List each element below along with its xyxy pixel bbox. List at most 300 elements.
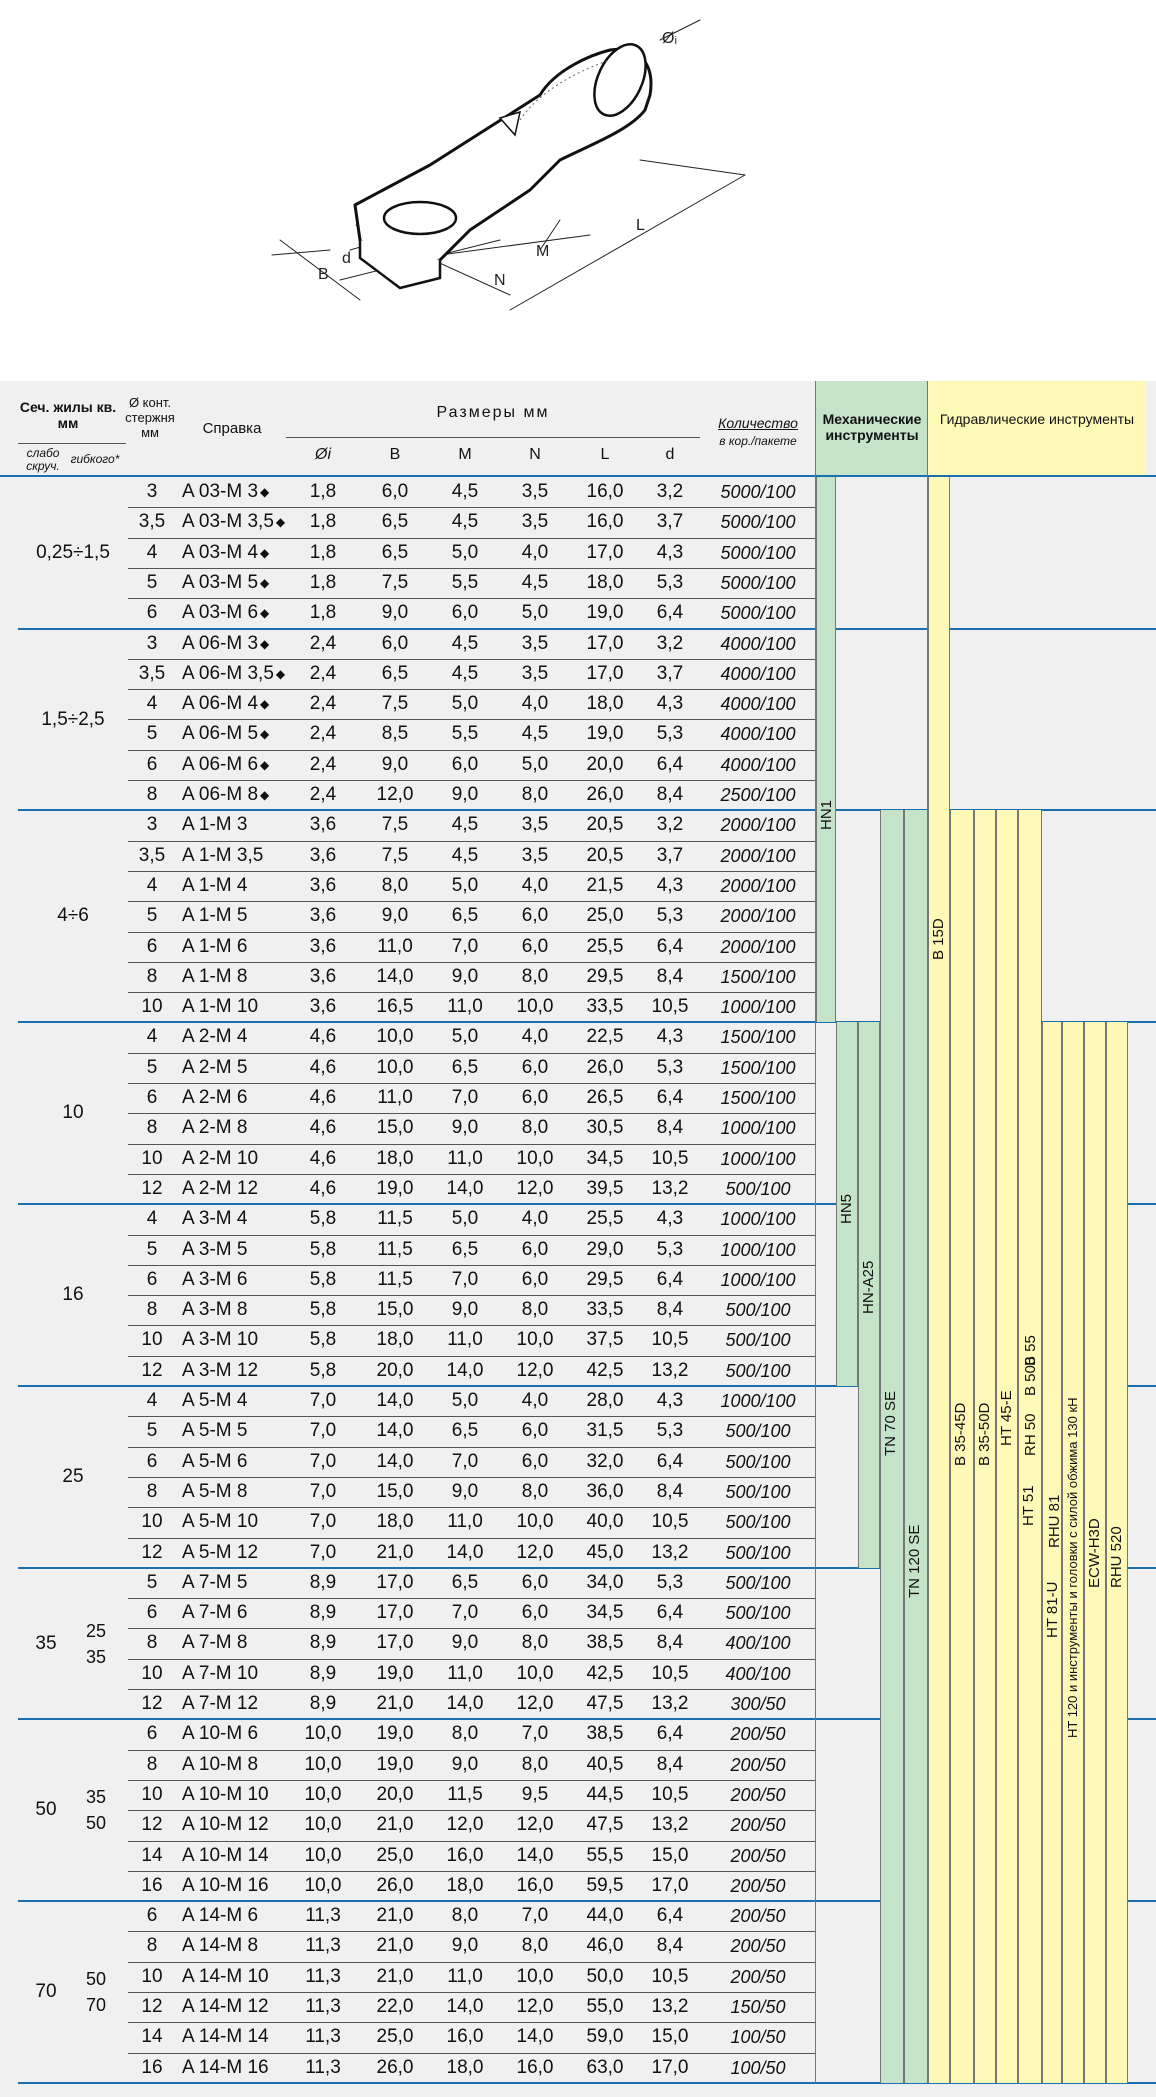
dim-d: 4,3 <box>656 541 684 563</box>
rod-diameter: 14 <box>141 1844 163 1866</box>
quantity: 1000/100 <box>720 997 796 1018</box>
header-section: Сеч. жилы кв. мм <box>19 399 117 431</box>
dim-B: 21,0 <box>376 1965 414 1987</box>
quantity: 4000/100 <box>720 633 796 654</box>
dim-B: 22,0 <box>376 1996 414 2017</box>
hyd-tool-label: HT 81-U <box>1044 1581 1061 1638</box>
dim-B: 14,0 <box>376 965 414 987</box>
dim-N: 4,0 <box>521 693 549 715</box>
reference-code: A 06-M 6 ◆ <box>182 753 270 775</box>
rod-diameter: 4 <box>146 541 158 563</box>
dim-M: 11,0 <box>447 1511 483 1533</box>
dim-label-di: Øᵢ <box>662 30 677 47</box>
dim-N: 8,0 <box>521 784 549 805</box>
dim-d: 10,5 <box>651 1662 689 1684</box>
dim-M: 4,5 <box>451 632 479 654</box>
dim-L: 16,0 <box>586 511 624 533</box>
dim-M: 9,0 <box>451 1117 479 1139</box>
dim-L: 33,5 <box>586 1299 624 1321</box>
diamond-icon: ◆ <box>275 666 286 681</box>
hyd-tool-label: B 55 <box>1022 1335 1039 1366</box>
dim-M: 9,0 <box>451 1299 479 1321</box>
dim-L: 59,5 <box>586 1874 624 1896</box>
dim-L: 59,0 <box>586 2026 624 2048</box>
dim-B: 9,0 <box>381 753 409 775</box>
dim-di: 2,4 <box>309 784 337 805</box>
rod-diameter: 12 <box>141 1541 163 1563</box>
quantity: 5000/100 <box>720 512 796 533</box>
section-value: 50 <box>35 1799 57 1821</box>
dim-M: 6,5 <box>451 905 479 927</box>
quantity: 1000/100 <box>720 1269 796 1290</box>
dim-di: 5,8 <box>309 1299 337 1321</box>
quantity: 4000/100 <box>720 694 796 715</box>
dim-L: 16,0 <box>586 481 624 502</box>
diamond-icon: ◆ <box>260 727 270 742</box>
reference-code: A 7-M 5 <box>182 1571 248 1593</box>
reference-code: A 06-M 8 ◆ <box>182 784 270 805</box>
header-hydraulic: Гидравлические инструменты <box>939 411 1135 427</box>
dim-B: 26,0 <box>376 1874 414 1896</box>
dim-N: 16,0 <box>516 2056 554 2078</box>
mech-tool-band <box>904 810 928 2083</box>
section-value: 25 <box>62 1466 84 1487</box>
dim-L: 44,0 <box>586 1905 624 1927</box>
dim-di: 5,8 <box>309 1268 337 1290</box>
reference-code: A 10-M 16 <box>182 1874 269 1896</box>
dim-N: 12,0 <box>516 1177 554 1199</box>
rod-diameter: 12 <box>141 1814 163 1836</box>
dim-M: 5,0 <box>451 874 479 896</box>
dim-di: 1,8 <box>309 571 337 593</box>
dim-di: 4,6 <box>309 1117 337 1139</box>
dim-N: 7,0 <box>521 1905 549 1927</box>
dim-L: 29,5 <box>586 1268 624 1290</box>
dim-d: 3,2 <box>656 814 684 836</box>
mech-tool-label: TN 70 SE <box>882 1390 899 1456</box>
dim-M: 12,0 <box>446 1814 484 1836</box>
dim-L: 17,0 <box>586 632 624 654</box>
dim-M: 7,0 <box>451 1268 479 1290</box>
dim-M: 9,0 <box>451 1935 479 1957</box>
reference-code: A 3-M 6 <box>182 1268 248 1290</box>
dim-N: 6,0 <box>521 1571 549 1593</box>
dim-B: 11,0 <box>377 1087 413 1108</box>
dim-d: 10,5 <box>651 1965 689 1987</box>
reference-code: A 10-M 10 <box>182 1783 269 1805</box>
dim-M: 8,0 <box>451 1905 479 1927</box>
dim-di: 4,6 <box>309 1177 337 1199</box>
dim-di: 10,0 <box>304 1844 342 1866</box>
dim-di: 7,0 <box>309 1420 337 1442</box>
rod-diameter: 8 <box>146 1753 158 1775</box>
dim-L: 36,0 <box>586 1480 624 1502</box>
rod-diameter: 6 <box>146 1602 158 1624</box>
quantity: 4000/100 <box>720 724 796 745</box>
header-quantity: Количество <box>718 415 798 431</box>
dim-di: 3,6 <box>309 905 337 927</box>
cable-lug-drawing <box>0 0 1156 380</box>
reference-code: A 1-M 10 <box>182 996 259 1018</box>
dim-d: 8,4 <box>656 1480 684 1502</box>
rod-diameter: 3 <box>146 814 158 836</box>
rod-diameter: 3,5 <box>138 844 166 866</box>
quantity: 1000/100 <box>720 1148 796 1169</box>
dim-di: 11,3 <box>305 1905 341 1927</box>
diamond-icon: ◆ <box>260 697 270 712</box>
dim-B: 10,0 <box>376 1056 414 1078</box>
dim-N: 8,0 <box>521 1480 549 1502</box>
dim-d: 10,5 <box>651 1147 689 1169</box>
dim-L: 19,0 <box>586 602 624 624</box>
rod-diameter: 5 <box>146 571 158 593</box>
reference-code: A 3-M 8 <box>182 1299 248 1321</box>
quantity: 500/100 <box>725 1330 791 1351</box>
rod-diameter: 5 <box>146 905 158 927</box>
dim-N: 6,0 <box>521 1450 549 1472</box>
dim-di: 2,4 <box>309 662 337 684</box>
quantity: 500/100 <box>725 1481 791 1502</box>
dim-B: 9,0 <box>381 905 409 927</box>
dim-d: 8,4 <box>656 784 684 805</box>
dim-B: 17,0 <box>376 1602 414 1624</box>
dim-d: 10,5 <box>651 996 689 1018</box>
dim-B: 15,0 <box>376 1117 414 1139</box>
rod-diameter: 5 <box>146 1238 158 1260</box>
dim-L: 17,0 <box>586 541 624 563</box>
dim-N: 8,0 <box>521 1299 549 1321</box>
mech-tool-label: TN 120 SE <box>906 1524 923 1598</box>
dim-d: 8,4 <box>656 1299 684 1321</box>
quantity: 200/50 <box>730 1936 786 1957</box>
dim-M: 8,0 <box>451 1723 479 1745</box>
dim-d: 5,3 <box>656 1571 684 1593</box>
dim-d: 3,2 <box>656 632 684 654</box>
mech-tool-label: HN5 <box>838 1194 855 1225</box>
dim-d: 10,5 <box>651 1511 689 1533</box>
diamond-icon: ◆ <box>260 485 270 499</box>
dim-N: 8,0 <box>521 1632 549 1654</box>
dim-N: 12,0 <box>516 1996 554 2017</box>
dim-M: 4,5 <box>451 814 479 836</box>
quantity: 200/50 <box>730 1845 786 1866</box>
rod-diameter: 5 <box>146 1571 158 1593</box>
dim-B: 18,0 <box>376 1329 414 1351</box>
reference-code: A 2-M 5 <box>182 1056 248 1078</box>
dim-di: 3,6 <box>309 874 337 896</box>
dim-d: 4,3 <box>656 1390 684 1411</box>
rod-diameter: 16 <box>141 1874 163 1896</box>
dim-di: 3,6 <box>309 844 337 866</box>
dim-B: 19,0 <box>376 1177 414 1199</box>
quantity: 200/50 <box>730 1784 786 1805</box>
hyd-tool-label: ECW-H3D <box>1086 1518 1103 1588</box>
dim-di: 11,3 <box>305 2026 341 2048</box>
reference-code: A 14-M 12 <box>182 1996 269 2017</box>
reference-code: A 10-M 14 <box>182 1844 269 1866</box>
dim-L: 30,5 <box>586 1117 624 1139</box>
section-value: 35 <box>35 1632 57 1654</box>
dim-B: 6,0 <box>381 481 409 502</box>
dim-N: 5,0 <box>521 753 549 775</box>
rod-diameter: 6 <box>146 1450 158 1472</box>
dim-M: 11,0 <box>447 1965 483 1987</box>
hyd-tool-label: B 35-50D <box>976 1402 993 1466</box>
dim-B: 8,0 <box>381 874 409 896</box>
dim-N: 5,0 <box>521 602 549 624</box>
dim-L: 47,5 <box>586 1693 624 1714</box>
quantity: 4000/100 <box>720 754 796 775</box>
dim-M: 7,0 <box>451 1087 479 1108</box>
rod-diameter: 8 <box>146 1117 158 1139</box>
rod-diameter: 3 <box>146 481 158 502</box>
dim-N: 3,5 <box>521 511 549 533</box>
reference-code: A 03-M 6 ◆ <box>182 602 270 624</box>
dim-M: 4,5 <box>451 844 479 866</box>
mech-tool-label: HN1 <box>818 800 835 831</box>
dim-di: 7,0 <box>309 1541 337 1563</box>
reference-code: A 14-M 10 <box>182 1965 269 1987</box>
dim-N: 8,0 <box>521 1935 549 1957</box>
dim-d: 13,2 <box>651 1359 689 1381</box>
quantity: 200/50 <box>730 1966 786 1987</box>
reference-code: A 1-M 3 <box>182 814 248 836</box>
dim-d: 13,2 <box>651 1814 689 1836</box>
dim-di: 4,6 <box>309 1026 337 1048</box>
dim-N: 10,0 <box>516 1147 554 1169</box>
dim-N: 6,0 <box>521 1238 549 1260</box>
hyd-tool-label: B 35-45D <box>952 1402 969 1466</box>
dim-d: 3,7 <box>656 844 684 866</box>
dim-N: 6,0 <box>521 1087 549 1108</box>
dim-L: 50,0 <box>586 1965 624 1987</box>
dim-N: 4,5 <box>521 571 549 593</box>
quantity: 2500/100 <box>720 785 796 805</box>
dim-M: 9,0 <box>451 1753 479 1775</box>
dim-N: 4,0 <box>521 874 549 896</box>
dim-M: 14,0 <box>446 1541 484 1563</box>
dim-di: 2,4 <box>309 693 337 715</box>
dim-B: 19,0 <box>376 1723 414 1745</box>
dim-d: 5,3 <box>656 905 684 927</box>
diamond-icon: ◆ <box>275 515 286 530</box>
dim-M: 14,0 <box>446 1996 484 2017</box>
dim-L: 26,0 <box>586 1056 624 1078</box>
dim-di: 10,0 <box>304 1814 342 1836</box>
dim-d: 4,3 <box>656 1208 684 1230</box>
reference-code: A 3-M 12 <box>182 1359 259 1381</box>
dim-d: 6,4 <box>656 1450 684 1472</box>
dim-N: 6,0 <box>521 1056 549 1078</box>
dim-B: 19,0 <box>376 1662 414 1684</box>
dim-M: 5,0 <box>451 1026 479 1048</box>
header-reference: Справка <box>202 420 262 437</box>
dim-di: 3,6 <box>309 814 337 836</box>
quantity: 500/100 <box>725 1178 791 1199</box>
reference-code: A 14-M 16 <box>182 2056 269 2078</box>
quantity: 200/50 <box>730 1906 786 1927</box>
dim-M: 7,0 <box>451 935 479 957</box>
rod-diameter: 10 <box>141 1783 163 1805</box>
dim-L: 34,0 <box>586 1571 624 1593</box>
reference-code: A 03-M 3 ◆ <box>182 481 270 502</box>
dim-di: 11,3 <box>305 1935 341 1957</box>
dim-di: 8,9 <box>309 1662 337 1684</box>
dim-L: 29,0 <box>586 1238 624 1260</box>
section-value: 4÷6 <box>57 905 89 927</box>
dim-d: 6,4 <box>656 1602 684 1624</box>
rod-diameter: 14 <box>141 2026 163 2048</box>
dim-M: 14,0 <box>446 1359 484 1381</box>
dim-N: 12,0 <box>516 1693 554 1714</box>
dim-L: 20,5 <box>586 844 624 866</box>
dim-N: 12,0 <box>516 1814 554 1836</box>
quantity: 150/50 <box>730 1997 786 2017</box>
dim-L: 39,5 <box>586 1177 624 1199</box>
quantity: 1500/100 <box>720 966 796 987</box>
reference-code: A 3-M 4 <box>182 1208 248 1230</box>
rod-diameter: 5 <box>146 723 158 745</box>
dim-di: 7,0 <box>309 1511 337 1533</box>
dim-B: 25,0 <box>376 1844 414 1866</box>
dim-di: 3,6 <box>309 965 337 987</box>
mech-tool-band <box>816 477 836 1022</box>
dim-M: 4,5 <box>451 481 479 502</box>
rod-diameter: 8 <box>146 1935 158 1957</box>
reference-code: A 7-M 8 <box>182 1632 248 1654</box>
dim-L: 29,5 <box>586 965 624 987</box>
dim-N: 3,5 <box>521 662 549 684</box>
quantity: 400/100 <box>725 1663 791 1684</box>
quantity: 2000/100 <box>720 875 796 896</box>
quantity: 5000/100 <box>720 482 796 502</box>
reference-code: A 3-M 10 <box>182 1329 259 1351</box>
header-flexible: гибкого* <box>70 452 120 466</box>
dim-M: 6,5 <box>451 1420 479 1442</box>
diamond-icon: ◆ <box>260 545 270 560</box>
dim-B: 11,5 <box>377 1208 413 1230</box>
dim-L: 20,0 <box>586 753 624 775</box>
dim-N: 4,0 <box>521 1390 549 1411</box>
rod-diameter: 8 <box>146 965 158 987</box>
dim-d: 13,2 <box>651 1177 689 1199</box>
dim-L: 40,0 <box>586 1511 624 1533</box>
rod-diameter: 10 <box>141 1965 163 1987</box>
rod-diameter: 6 <box>146 1905 158 1927</box>
reference-code: A 3-M 5 <box>182 1238 248 1260</box>
quantity: 200/50 <box>730 1815 786 1836</box>
dim-L: 40,5 <box>586 1753 624 1775</box>
dim-d: 13,2 <box>651 1693 689 1714</box>
quantity: 5000/100 <box>720 603 796 624</box>
section-value: 16 <box>62 1284 84 1306</box>
dim-N: 10,0 <box>516 996 554 1018</box>
dim-N: 6,0 <box>521 935 549 957</box>
rod-diameter: 10 <box>141 1147 163 1169</box>
dim-d: 15,0 <box>651 2026 689 2048</box>
dim-di: 5,8 <box>309 1359 337 1381</box>
reference-code: A 5-M 4 <box>182 1390 248 1411</box>
dim-d: 8,4 <box>656 1117 684 1139</box>
dim-N: 3,5 <box>521 844 549 866</box>
diamond-icon: ◆ <box>260 575 270 590</box>
dim-N: 4,5 <box>521 723 549 745</box>
dim-B: 11,0 <box>377 935 413 957</box>
dim-B: 7,5 <box>381 693 409 715</box>
dim-B: 17,0 <box>376 1571 414 1593</box>
dim-N: 8,0 <box>521 1117 549 1139</box>
dim-di: 8,9 <box>309 1602 337 1624</box>
dim-M: 9,0 <box>451 784 479 805</box>
diamond-icon: ◆ <box>260 636 270 651</box>
dim-d: 6,4 <box>656 1268 684 1290</box>
section-value: 70 <box>35 1981 57 2003</box>
reference-code: A 03-M 3,5 ◆ <box>182 511 286 533</box>
quantity: 100/50 <box>730 2027 786 2048</box>
dim-d: 6,4 <box>656 1723 684 1745</box>
dim-B: 21,0 <box>376 1935 414 1957</box>
dim-L: 47,5 <box>586 1814 624 1836</box>
reference-code: A 2-M 6 <box>182 1087 248 1108</box>
rod-diameter: 5 <box>146 1056 158 1078</box>
quantity: 500/100 <box>725 1512 791 1533</box>
dim-di: 2,4 <box>309 723 337 745</box>
dim-d: 6,4 <box>656 602 684 624</box>
quantity: 4000/100 <box>720 663 796 684</box>
dim-L: 34,5 <box>586 1602 624 1624</box>
rod-diameter: 4 <box>146 874 158 896</box>
diamond-icon: ◆ <box>260 606 270 621</box>
dim-di: 1,8 <box>309 511 337 533</box>
header-dims: Размеры мм <box>436 404 550 421</box>
dim-di: 8,9 <box>309 1571 337 1593</box>
dim-d: 17,0 <box>651 1874 689 1896</box>
dim-N: 6,0 <box>521 1420 549 1442</box>
quantity: 500/100 <box>725 1300 791 1321</box>
dim-d: 4,3 <box>656 874 684 896</box>
dim-M: 14,0 <box>446 1177 484 1199</box>
dim-d: 8,4 <box>656 1935 684 1957</box>
dim-M: 6,5 <box>451 1238 479 1260</box>
dim-M: 16,0 <box>446 1844 484 1866</box>
rod-diameter: 3 <box>146 632 158 654</box>
rod-diameter: 8 <box>146 1480 158 1502</box>
dim-M: 14,0 <box>446 1693 484 1714</box>
reference-code: A 2-M 8 <box>182 1117 248 1139</box>
dim-M: 5,0 <box>451 1208 479 1230</box>
col-sep <box>927 381 928 2083</box>
dim-di: 5,8 <box>309 1208 337 1230</box>
dim-L: 55,0 <box>586 1996 624 2017</box>
reference-code: A 7-M 12 <box>182 1693 259 1714</box>
quantity: 1000/100 <box>720 1209 796 1230</box>
dim-di: 1,8 <box>309 541 337 563</box>
dim-L: 42,5 <box>586 1359 624 1381</box>
dim-d: 6,4 <box>656 1905 684 1927</box>
quantity: 500/100 <box>725 1360 791 1381</box>
dim-N: 8,0 <box>521 1753 549 1775</box>
dim-di: 10,0 <box>304 1783 342 1805</box>
dim-B: 18,0 <box>376 1511 414 1533</box>
hyd-tool-label: HT 51 <box>1020 1485 1037 1526</box>
reference-code: A 1-M 5 <box>182 905 248 927</box>
dim-B: 14,0 <box>376 1390 414 1411</box>
header-col-B: B <box>389 446 401 463</box>
dim-B: 12,0 <box>376 784 414 805</box>
rod-diameter: 6 <box>146 602 158 624</box>
rod-diameter: 10 <box>141 1329 163 1351</box>
dim-L: 19,0 <box>586 723 624 745</box>
